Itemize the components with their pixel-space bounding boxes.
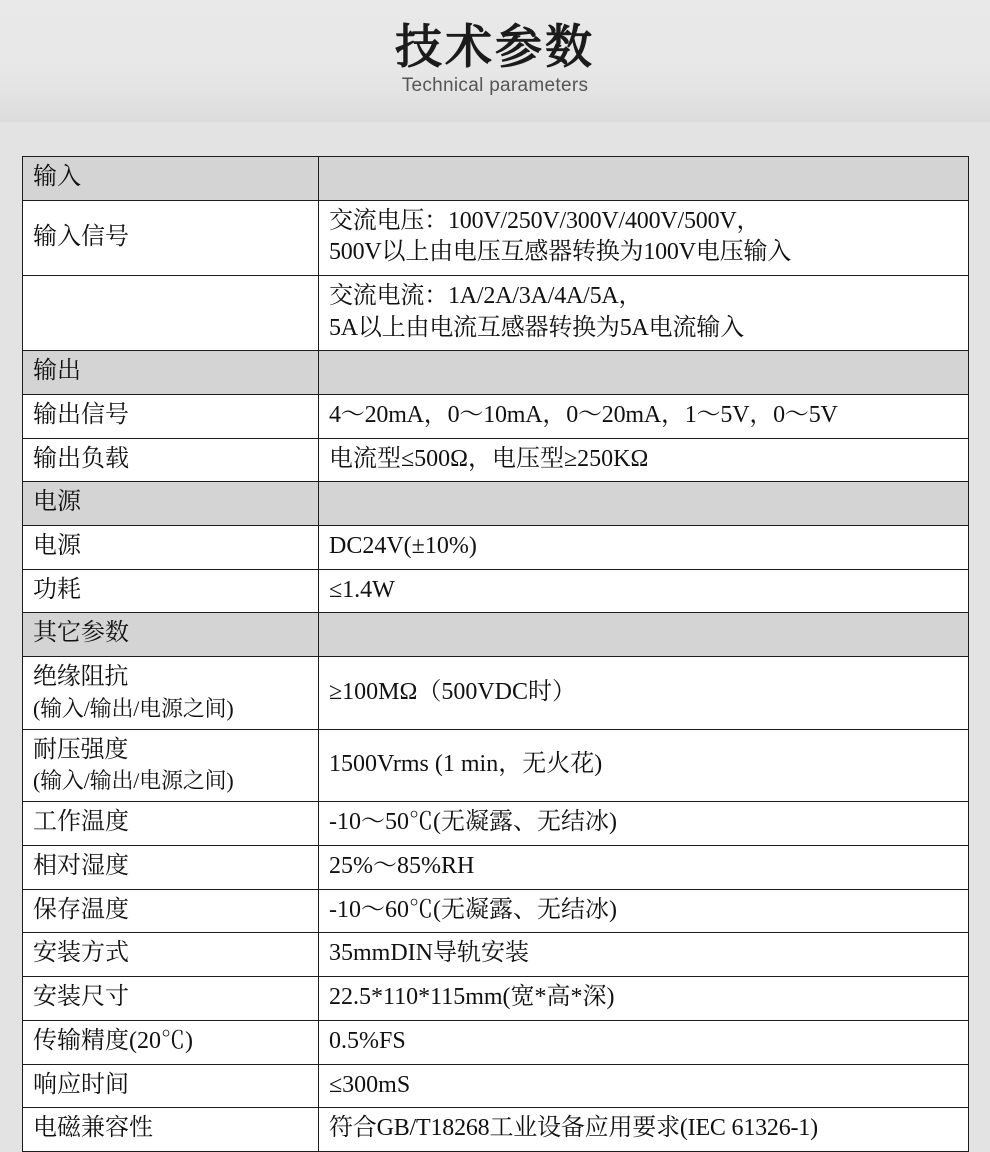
row-value: 22.5*110*115mm(宽*高*深) <box>319 977 969 1021</box>
row-value: 4～20mA，0～10mA，0～20mA，1～5V，0～5V <box>319 395 969 439</box>
row-value: 电流型≤500Ω，电压型≥250KΩ <box>319 438 969 482</box>
row-label: 电源 <box>23 526 319 570</box>
row-label: 输入信号 <box>23 200 319 275</box>
row-value: 0.5%FS <box>319 1020 969 1064</box>
table-row <box>23 569 969 613</box>
table-row <box>23 276 969 351</box>
table-row <box>23 613 969 657</box>
row-label-note: (输入/输出/电源之间) <box>33 695 234 721</box>
row-label: 电磁兼容性 <box>23 1108 319 1152</box>
page-header <box>0 0 990 122</box>
row-label: 功耗 <box>23 569 319 613</box>
table-row <box>23 1064 969 1108</box>
row-value-line1: 交流电压：100V/250V/300V/400V/500V， <box>329 207 761 234</box>
table-row <box>23 526 969 570</box>
row-label-note: (输入/输出/电源之间) <box>33 768 234 794</box>
page-title: 技术参数 <box>395 20 595 73</box>
row-value: DC24V(±10%) <box>319 526 969 570</box>
row-label <box>23 657 319 730</box>
row-label: 输出 <box>23 351 319 395</box>
row-value-line2: 5A以上由电流互感器转换为5A电流输入 <box>329 314 744 341</box>
spec-table <box>22 156 969 1152</box>
table-row <box>23 395 969 439</box>
row-label: 输出负载 <box>23 438 319 482</box>
table-row <box>23 889 969 933</box>
table-row <box>23 657 969 730</box>
row-label: 工作温度 <box>23 802 319 846</box>
page-subtitle: Technical parameters <box>401 75 589 97</box>
row-value <box>319 613 969 657</box>
row-label-main: 耐压强度 <box>33 736 129 763</box>
table-row <box>23 1020 969 1064</box>
row-label: 安装尺寸 <box>23 977 319 1021</box>
row-label: 响应时间 <box>23 1064 319 1108</box>
table-row <box>23 438 969 482</box>
table-row <box>23 1108 969 1152</box>
row-value: 符合GB/T18268工业设备应用要求(IEC 61326-1) <box>319 1108 969 1152</box>
row-value-line1: 交流电流：1A/2A/3A/4A/5A， <box>329 283 643 310</box>
row-value: -10～60℃(无凝露、无结冰) <box>319 889 969 933</box>
row-label: 电源 <box>23 482 319 526</box>
row-value <box>319 482 969 526</box>
table-row <box>23 729 969 802</box>
row-label <box>23 276 319 351</box>
row-value: -10～50℃(无凝露、无结冰) <box>319 802 969 846</box>
table-row <box>23 351 969 395</box>
row-value <box>319 200 969 275</box>
row-value: ≥100MΩ（500VDC时） <box>319 657 969 730</box>
row-value <box>319 276 969 351</box>
row-value-line2: 500V以上由电压互感器转换为100V电压输入 <box>329 239 792 266</box>
row-label: 输出信号 <box>23 395 319 439</box>
row-value: 1500Vrms (1 min，无火花) <box>319 729 969 802</box>
table-row <box>23 200 969 275</box>
row-value <box>319 351 969 395</box>
row-label: 安装方式 <box>23 933 319 977</box>
row-label: 输入 <box>23 157 319 201</box>
table-row <box>23 157 969 201</box>
table-row <box>23 977 969 1021</box>
table-row <box>23 846 969 890</box>
table-row <box>23 933 969 977</box>
table-row <box>23 482 969 526</box>
table-row <box>23 802 969 846</box>
row-value: 35mmDIN导轨安装 <box>319 933 969 977</box>
spec-table-container <box>0 122 990 1152</box>
row-label: 其它参数 <box>23 613 319 657</box>
row-value: ≤1.4W <box>319 569 969 613</box>
row-label: 相对湿度 <box>23 846 319 890</box>
row-label: 保存温度 <box>23 889 319 933</box>
row-value: ≤300mS <box>319 1064 969 1108</box>
row-label <box>23 729 319 802</box>
row-label-main: 绝缘阻抗 <box>33 664 129 691</box>
row-value: 25%～85%RH <box>319 846 969 890</box>
row-label: 传输精度(20℃) <box>23 1020 319 1064</box>
row-value <box>319 157 969 201</box>
